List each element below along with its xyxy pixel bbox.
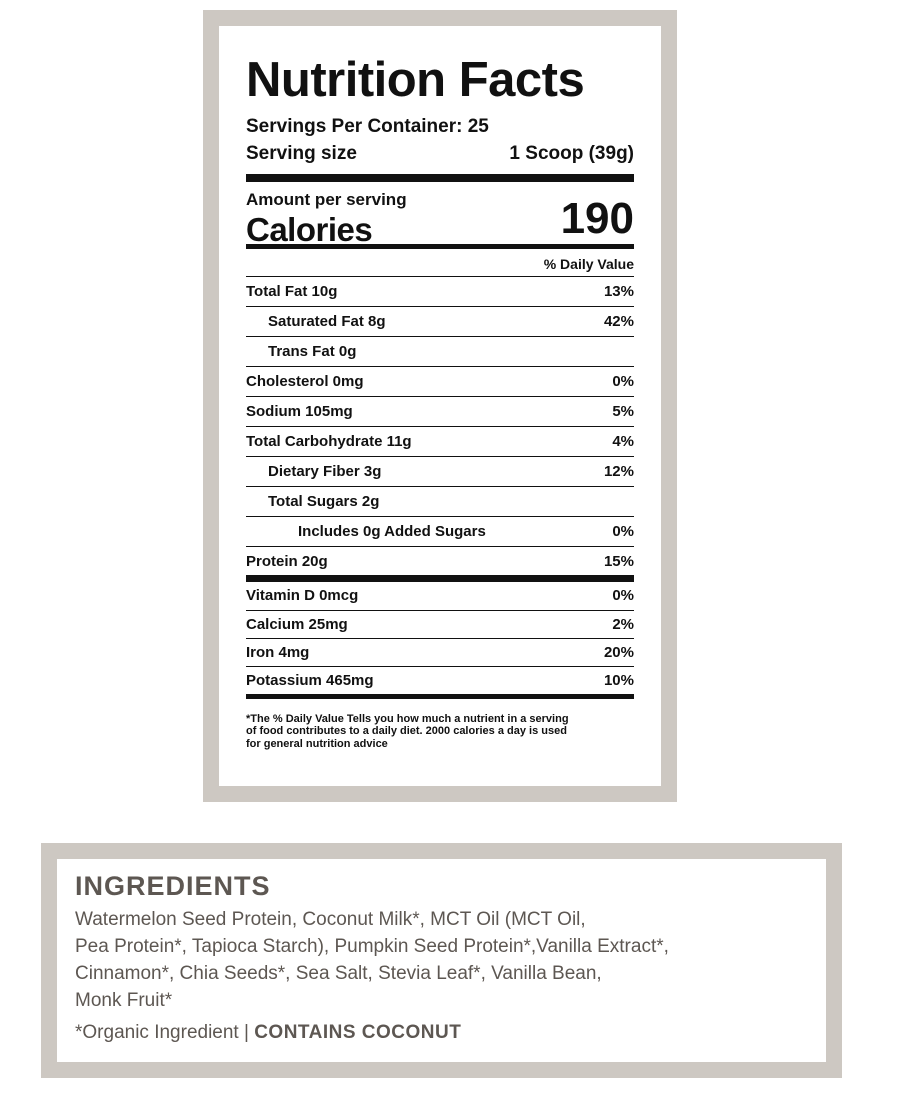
nutrient-row <box>246 546 634 576</box>
ingredients-line: Pea Protein*, Tapioca Starch), Pumpkin Seed Protein*,Vanilla Extract*, <box>75 936 669 957</box>
nutrient-row <box>246 456 634 486</box>
vitamin-row <box>246 666 634 694</box>
nutrient-row <box>246 276 634 306</box>
serving-size-label: Serving size <box>246 142 357 164</box>
vitamin-dv: 10% <box>603 671 634 689</box>
ingredients-line: Monk Fruit* <box>75 990 173 1011</box>
nutrient-dv: 5% <box>612 402 634 420</box>
serving-size-row <box>246 144 634 174</box>
nutrient-row <box>246 366 634 396</box>
nutrient-dv: 15% <box>603 552 634 570</box>
ingredients-panel <box>57 859 826 1062</box>
vitamin-label: Calcium 25mg <box>246 615 348 633</box>
ingredients-frame <box>41 843 842 1078</box>
vitamin-dv: 2% <box>612 615 634 633</box>
vitamin-dv: 0% <box>612 587 634 605</box>
organic-note: *Organic Ingredient | <box>75 1022 255 1043</box>
vitamin-label: Potassium 465mg <box>246 671 374 689</box>
calories-block <box>246 182 634 248</box>
ingredients-list <box>75 906 808 1014</box>
contains-coconut: CONTAINS COCONUT <box>254 1022 462 1043</box>
vitamin-label: Iron 4mg <box>246 643 310 661</box>
nutrient-label: Includes 0g Added Sugars <box>298 522 486 540</box>
nutrient-label: Total Fat 10g <box>246 282 338 300</box>
nutrition-facts-panel <box>219 26 661 786</box>
footnote-line: *The % Daily Value Tells you how much a nutrient in a serving <box>246 712 569 725</box>
nutrition-facts-title: Nutrition Facts <box>246 53 585 107</box>
ingredients-line: Cinnamon*, Chia Seeds*, Sea Salt, Stevia Leaf*, Vanilla Bean, <box>75 963 602 984</box>
nutrient-row <box>246 396 634 426</box>
vitamin-row <box>246 582 634 610</box>
nutrient-label: Protein 20g <box>246 552 328 570</box>
nutrient-dv: 4% <box>612 432 634 450</box>
vitamin-label: Vitamin D 0mcg <box>246 587 359 605</box>
footnote-line: for general nutrition advice <box>246 738 388 751</box>
ingredients-title: INGREDIENTS <box>75 871 271 901</box>
nutrient-row <box>246 486 634 516</box>
nutrient-label: Total Carbohydrate 11g <box>246 432 412 450</box>
daily-value-header: % Daily Value <box>543 255 634 272</box>
allergen-note <box>75 1022 808 1044</box>
nutrient-label: Cholesterol 0mg <box>246 372 364 390</box>
servings-per-container: Servings Per Container: 25 <box>246 116 489 137</box>
nutrient-dv: 13% <box>603 282 634 300</box>
nutrient-row <box>246 516 634 546</box>
calories-label: Calories <box>246 210 373 248</box>
vitamin-row <box>246 610 634 638</box>
vitamin-row <box>246 638 634 666</box>
serving-size-value: 1 Scoop (39g) <box>509 142 634 164</box>
nutrient-dv: 12% <box>603 462 634 480</box>
nutrient-row <box>246 426 634 456</box>
nutrient-label: Total Sugars 2g <box>268 492 380 510</box>
nutrition-facts-frame <box>203 10 677 802</box>
nutrient-label: Sodium 105mg <box>246 402 353 420</box>
nutrient-row <box>246 306 634 336</box>
nutrient-row <box>246 336 634 366</box>
footnote-line: of food contributes to a daily diet. 2000 calories a day is used <box>246 725 567 738</box>
nutrient-dv: 42% <box>603 312 634 330</box>
nutrient-label: Trans Fat 0g <box>268 342 357 360</box>
amount-per-serving-label: Amount per serving <box>246 189 407 209</box>
ingredients-line: Watermelon Seed Protein, Coconut Milk*, MCT Oil (MCT Oil, <box>75 909 586 930</box>
daily-value-footnote <box>246 713 634 751</box>
nutrient-label: Saturated Fat 8g <box>268 312 386 330</box>
nutrient-dv: 0% <box>612 372 634 390</box>
divider-medium <box>246 694 634 699</box>
nutrient-dv: 0% <box>612 522 634 540</box>
divider-thick <box>246 174 634 182</box>
divider-thick <box>246 575 634 582</box>
vitamin-dv: 20% <box>603 643 634 661</box>
nutrient-label: Dietary Fiber 3g <box>268 462 382 480</box>
calories-value: 190 <box>560 193 634 243</box>
